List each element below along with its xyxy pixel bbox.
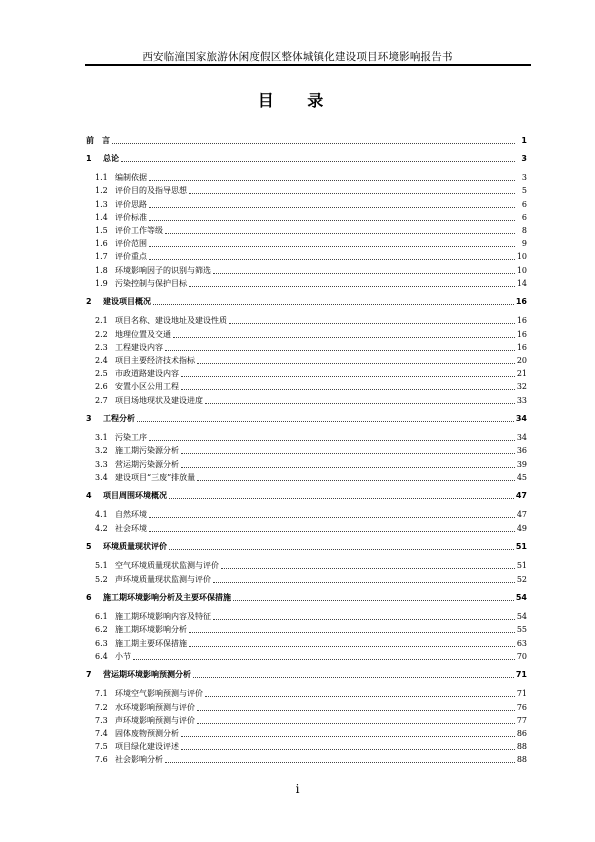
toc-entry-number: 4 — [86, 491, 92, 501]
toc-entry-page: 21 — [516, 369, 527, 379]
toc-entry-page: 70 — [516, 651, 527, 661]
toc-entry-page: 6 — [521, 212, 527, 222]
toc-entry-number: 1.9 — [95, 278, 108, 288]
toc-entry-page: 71 — [516, 689, 527, 699]
toc-entry-label: 营运期环境影响预测分析 — [103, 670, 191, 680]
toc-section-entry[interactable] — [86, 686, 527, 699]
toc-leader-dots — [181, 375, 515, 377]
toc-section-entry[interactable] — [86, 313, 527, 326]
toc-entry-page: 86 — [516, 729, 527, 738]
toc-entry-page: 3 — [521, 173, 527, 183]
toc-entry-label: 声环境影响预测与评价 — [115, 715, 195, 725]
toc-entry-page: 71 — [515, 670, 527, 680]
toc-entry-label: 项目周围环境概况 — [103, 491, 167, 501]
toc-entry-number: 7 — [86, 670, 92, 680]
toc-entry-label: 项目名称、建设地址及建设性质 — [115, 316, 227, 326]
toc-entry-label: 施工期环境影响分析及主要环保措施 — [103, 593, 231, 602]
toc-entry-page: 16 — [516, 342, 527, 352]
toc-entry-number: 1 — [86, 154, 92, 163]
toc-entry-number: 2.2 — [95, 329, 108, 339]
toc-entry-label: 工程分析 — [103, 414, 135, 423]
toc-section-entry[interactable] — [86, 210, 527, 223]
toc-entry-page: 5 — [521, 186, 527, 196]
toc-section-entry[interactable] — [86, 752, 527, 765]
toc-entry-number: 1.5 — [95, 225, 108, 235]
toc-entry-number: 7.1 — [95, 689, 108, 699]
toc-entry-label: 固体废物预测分析 — [115, 729, 179, 738]
toc-leader-dots — [205, 402, 515, 404]
toc-leader-dots — [189, 631, 515, 633]
toc-entry-page: 14 — [516, 278, 527, 288]
toc-leader-dots — [213, 272, 515, 274]
toc-chapter-entry[interactable] — [86, 483, 527, 502]
toc-chapter-entry[interactable] — [86, 534, 527, 553]
toc-entry-page: 88 — [516, 742, 527, 752]
toc-leader-dots — [149, 439, 515, 441]
toc-entry-page: 34 — [515, 414, 527, 423]
toc-entry-label: 项目场地现状及建设进度 — [115, 395, 203, 405]
toc-entry-number: 7.4 — [95, 729, 108, 738]
toc-entry-page: 47 — [515, 491, 527, 501]
toc-entry-label: 环境空气影响预测与评价 — [115, 689, 203, 699]
toc-entry-number: 1.2 — [95, 186, 108, 196]
toc-chapter-entry[interactable] — [86, 662, 527, 681]
toc-entry-page: 3 — [521, 154, 527, 163]
toc-leader-dots — [165, 349, 515, 351]
toc-leader-dots — [189, 285, 515, 287]
toc-leader-dots — [181, 748, 515, 750]
toc-leader-dots — [181, 452, 515, 454]
toc-section-entry[interactable] — [86, 262, 527, 275]
toc-entry-label: 施工期环境影响内容及特征 — [115, 612, 211, 622]
toc-entry-page: 54 — [516, 612, 527, 622]
toc-entry-page: 32 — [516, 382, 527, 392]
toc-section-entry[interactable] — [86, 699, 527, 712]
toc-leader-dots — [149, 516, 515, 518]
toc-entry-page: 55 — [516, 625, 527, 635]
toc-leader-dots — [205, 695, 515, 697]
toc-entry-number: 5 — [86, 542, 92, 552]
toc-section-entry[interactable] — [86, 249, 527, 262]
toc-leader-dots — [233, 599, 514, 601]
toc-entry-page: 77 — [516, 715, 527, 725]
toc-entry-label: 营运期污染源分析 — [115, 459, 179, 469]
toc-entry-number: 1.7 — [95, 252, 108, 262]
toc-entry-label: 社会环境 — [115, 523, 147, 533]
toc-leader-dots — [197, 362, 515, 364]
toc-entry-label: 评价工作等级 — [115, 225, 163, 235]
toc-chapter-entry[interactable] — [86, 585, 527, 604]
toc-entry-page: 10 — [516, 252, 527, 262]
toc-leader-dots — [165, 761, 515, 763]
toc-entry-number: 4.1 — [95, 510, 108, 520]
toc-leader-dots — [189, 192, 515, 194]
toc-leader-dots — [137, 420, 514, 422]
toc-entry-label: 空气环境质量现状监测与评价 — [115, 561, 219, 571]
toc-entry-label: 评价目的及指导思想 — [115, 186, 187, 196]
toc-entry-page: 1 — [521, 135, 527, 145]
footer-page-number: i — [295, 782, 300, 796]
toc-entry-label: 前 言 — [86, 135, 110, 145]
toc-entry-page: 63 — [516, 638, 527, 648]
toc-entry-label: 编制依据 — [115, 173, 147, 183]
toc-entry-label: 安置小区公用工程 — [115, 382, 179, 392]
toc-entry-label: 环境质量现状评价 — [103, 542, 167, 552]
toc-entry-page: 45 — [516, 472, 527, 482]
toc-leader-dots — [149, 179, 515, 181]
toc-entry-number: 6 — [86, 593, 92, 602]
toc-entry-label: 施工期污染源分析 — [115, 446, 179, 456]
toc-leader-dots — [112, 142, 515, 144]
toc-section-entry[interactable] — [86, 713, 527, 726]
toc-entry-number: 7.3 — [95, 715, 108, 725]
toc-entry-label: 施工期主要环保措施 — [115, 638, 187, 648]
toc-entry-page: 36 — [516, 446, 527, 456]
toc-entry-number: 2 — [86, 297, 92, 307]
toc-entry-number: 2.1 — [95, 316, 108, 326]
toc-entry-number: 1.4 — [95, 212, 108, 222]
toc-leader-dots — [169, 548, 514, 550]
toc-entry-page: 33 — [516, 395, 527, 405]
toc-section-entry[interactable] — [86, 353, 527, 366]
toc-entry-number: 5.1 — [95, 561, 108, 571]
toc-section-entry[interactable] — [86, 379, 527, 392]
toc-leader-dots — [189, 645, 515, 647]
toc-entry-label: 项目绿化建设评述 — [115, 742, 179, 752]
toc-section-entry[interactable] — [86, 443, 527, 456]
toc-leader-dots — [149, 530, 515, 532]
toc-entry-page: 20 — [516, 355, 527, 365]
toc-entry-label: 总论 — [103, 154, 119, 163]
toc-leader-dots — [221, 567, 515, 569]
toc-leader-dots — [197, 479, 515, 481]
toc-section-entry[interactable] — [86, 170, 527, 183]
toc-entry-label: 环境影响因子的识别与筛选 — [115, 265, 211, 275]
toc-entry-label: 评价范围 — [115, 239, 147, 249]
toc-leader-dots — [169, 497, 514, 499]
toc-entry-page: 52 — [516, 574, 527, 584]
toc-entry-page: 39 — [516, 459, 527, 469]
toc-leader-dots — [121, 160, 515, 162]
toc-entry-number: 7.2 — [95, 702, 108, 712]
toc-entry-label: 项目主要经济技术指标 — [115, 355, 195, 365]
toc-chapter-entry[interactable] — [86, 406, 527, 425]
toc-entry-number: 4.2 — [95, 523, 108, 533]
toc-section-entry[interactable] — [86, 183, 527, 196]
toc-entry-page: 16 — [516, 316, 527, 326]
toc-section-entry[interactable] — [86, 430, 527, 443]
table-of-contents — [86, 127, 527, 765]
toc-entry-number: 6.2 — [95, 625, 108, 635]
header-rule — [85, 64, 531, 66]
toc-entry-page: 51 — [515, 542, 527, 552]
toc-section-entry[interactable] — [86, 635, 527, 648]
toc-leader-dots — [181, 466, 515, 468]
toc-leader-dots — [149, 245, 515, 247]
toc-leader-dots — [213, 618, 515, 620]
toc-entry-number: 1.8 — [95, 265, 108, 275]
toc-entry-number: 5.2 — [95, 574, 108, 584]
toc-entry-number: 2.7 — [95, 395, 108, 405]
toc-leader-dots — [149, 258, 515, 260]
toc-entry-label: 市政道路建设内容 — [115, 369, 179, 379]
toc-entry-label: 污染控制与保护目标 — [115, 278, 187, 288]
toc-leader-dots — [165, 232, 515, 234]
toc-entry-label: 地理位置及交通 — [115, 329, 171, 339]
toc-chapter-entry[interactable] — [86, 127, 527, 146]
toc-entry-number: 7.6 — [95, 755, 108, 765]
toc-entry-number: 2.5 — [95, 369, 108, 379]
toc-section-entry[interactable] — [86, 470, 527, 483]
toc-entry-page: 8 — [521, 225, 527, 235]
toc-entry-number: 1.1 — [95, 173, 108, 183]
toc-entry-label: 建设项目概况 — [103, 297, 151, 307]
toc-title: 目 录 — [257, 91, 338, 110]
toc-section-entry[interactable] — [86, 571, 527, 584]
toc-entry-number: 7.5 — [95, 742, 108, 752]
toc-entry-number: 3 — [86, 414, 92, 423]
toc-entry-page: 6 — [521, 199, 527, 209]
toc-entry-number: 6.4 — [95, 651, 108, 661]
toc-section-entry[interactable] — [86, 622, 527, 635]
toc-entry-number: 3.2 — [95, 446, 108, 456]
toc-leader-dots — [197, 709, 515, 711]
toc-entry-label: 社会影响分析 — [115, 755, 163, 765]
toc-entry-page: 88 — [516, 755, 527, 765]
toc-entry-label: 评价重点 — [115, 252, 147, 262]
toc-entry-page: 54 — [515, 593, 527, 602]
toc-section-entry[interactable] — [86, 326, 527, 339]
toc-chapter-entry[interactable] — [86, 146, 527, 165]
toc-entry-number: 1.6 — [95, 239, 108, 249]
toc-chapter-entry[interactable] — [86, 289, 527, 308]
toc-entry-label: 施工期环境影响分析 — [115, 625, 187, 635]
toc-entry-number: 2.4 — [95, 355, 108, 365]
toc-entry-page: 16 — [516, 329, 527, 339]
toc-leader-dots — [149, 219, 515, 221]
toc-leader-dots — [181, 388, 515, 390]
toc-section-entry[interactable] — [86, 558, 527, 571]
toc-entry-label: 水环境影响预测与评价 — [115, 702, 195, 712]
toc-section-entry[interactable] — [86, 649, 527, 662]
toc-leader-dots — [173, 336, 515, 338]
toc-entry-page: 76 — [516, 702, 527, 712]
toc-leader-dots — [153, 303, 514, 305]
toc-entry-label: 评价标准 — [115, 212, 147, 222]
toc-section-entry[interactable] — [86, 196, 527, 209]
toc-entry-page: 9 — [521, 239, 527, 249]
toc-entry-page: 49 — [516, 523, 527, 533]
toc-leader-dots — [193, 676, 514, 678]
toc-section-entry[interactable] — [86, 456, 527, 469]
toc-entry-number: 3.3 — [95, 459, 108, 469]
toc-entry-number: 2.6 — [95, 382, 108, 392]
toc-entry-label: 声环境质量现状监测与评价 — [115, 574, 211, 584]
toc-entry-page: 51 — [516, 561, 527, 571]
toc-section-entry[interactable] — [86, 223, 527, 236]
toc-section-entry[interactable] — [86, 726, 527, 739]
toc-section-entry[interactable] — [86, 609, 527, 622]
toc-section-entry[interactable] — [86, 236, 527, 249]
toc-entry-label: 自然环境 — [115, 510, 147, 520]
toc-entry-label: 工程建设内容 — [115, 342, 163, 352]
page-header-title: 西安临潼国家旅游休闲度假区整体城镇化建设项目环境影响报告书 — [142, 51, 453, 63]
toc-entry-label: 污染工序 — [115, 433, 147, 443]
toc-entry-number: 1.3 — [95, 199, 108, 209]
toc-entry-number: 2.3 — [95, 342, 108, 352]
toc-section-entry[interactable] — [86, 340, 527, 353]
toc-entry-number: 6.1 — [95, 612, 108, 622]
toc-section-entry[interactable] — [86, 276, 527, 289]
toc-leader-dots — [181, 735, 515, 737]
toc-entry-label: 小节 — [115, 651, 131, 661]
toc-entry-label: 建设项目“三废”排放量 — [115, 472, 196, 482]
toc-entry-page: 16 — [515, 297, 527, 307]
toc-section-entry[interactable] — [86, 507, 527, 520]
toc-leader-dots — [197, 722, 515, 724]
toc-entry-label: 评价思路 — [115, 199, 147, 209]
toc-entry-page: 47 — [516, 510, 527, 520]
toc-leader-dots — [229, 322, 515, 324]
toc-section-entry[interactable] — [86, 392, 527, 405]
toc-section-entry[interactable] — [86, 520, 527, 533]
toc-entry-page: 34 — [516, 433, 527, 443]
toc-leader-dots — [213, 581, 515, 583]
toc-leader-dots — [149, 206, 515, 208]
toc-section-entry[interactable] — [86, 366, 527, 379]
toc-entry-page: 10 — [516, 265, 527, 275]
toc-entry-number: 3.1 — [95, 433, 108, 443]
toc-entry-number: 3.4 — [95, 472, 108, 482]
toc-section-entry[interactable] — [86, 739, 527, 752]
toc-leader-dots — [133, 658, 515, 660]
toc-entry-number: 6.3 — [95, 638, 108, 648]
